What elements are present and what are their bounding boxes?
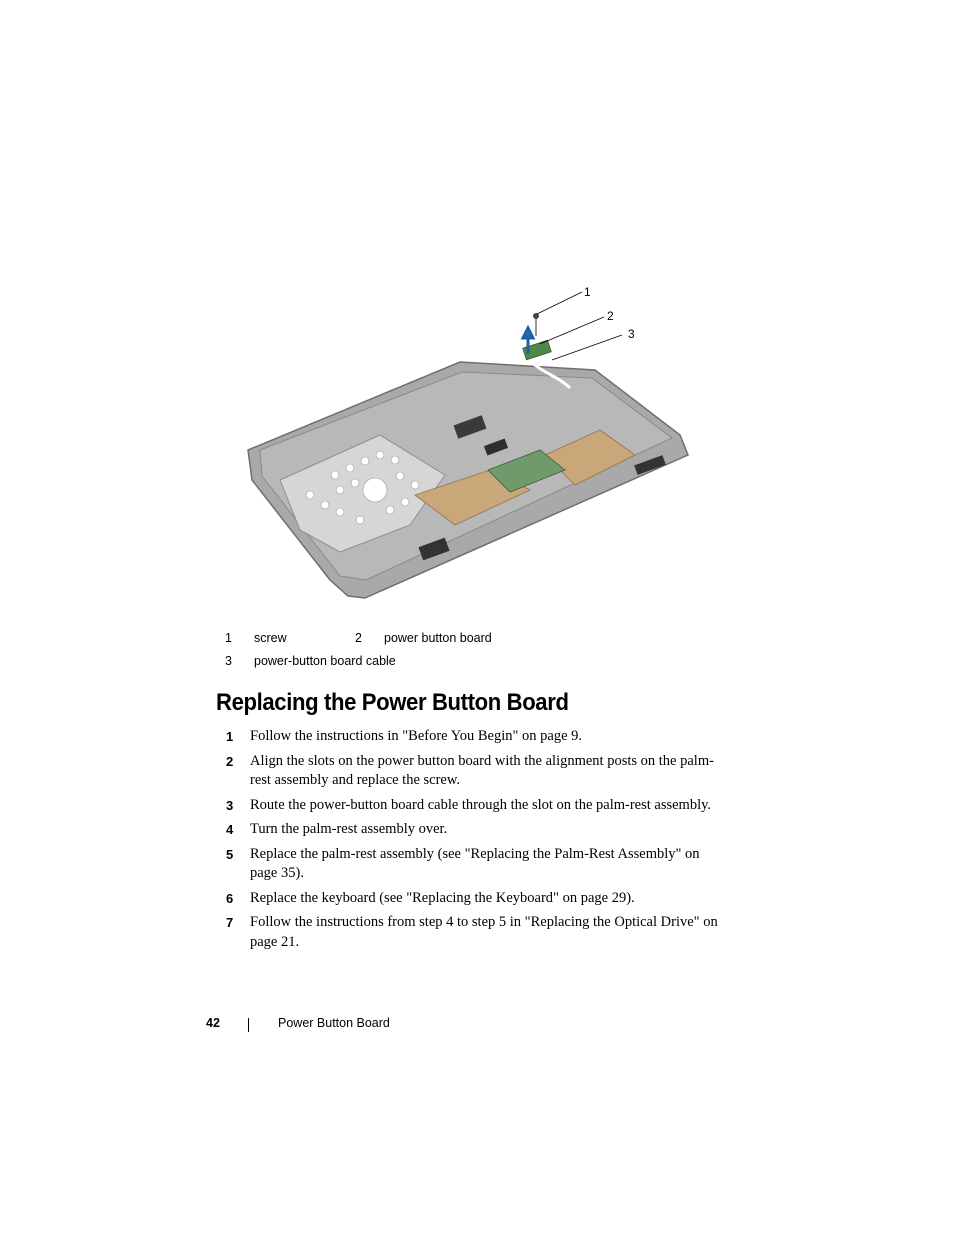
step-number: 2 [226, 753, 234, 769]
callout-1: 1 [584, 285, 591, 299]
step-text: Route the power-button board cable through the slot on the palm-rest assembly. [250, 796, 712, 813]
footer-divider [248, 1018, 249, 1032]
legend-number: 3 [225, 654, 232, 668]
page-number: 42 [206, 1016, 220, 1030]
step-number: 6 [226, 890, 234, 906]
step-number: 7 [226, 915, 234, 930]
step-item [226, 820, 726, 840]
legend-label: power button board [384, 631, 492, 645]
step-item [226, 845, 726, 884]
legend-label: power-button board cable [254, 654, 396, 668]
step-text: Turn the palm-rest assembly over. [250, 821, 448, 837]
legend-label: screw [254, 631, 287, 645]
step-number: 5 [226, 846, 234, 862]
step-text: Align the slots on the power button board with the alignment posts on the palm-rest assembly and replace the screw. [250, 752, 714, 788]
step-number: 4 [226, 822, 234, 837]
legend-number: 1 [225, 631, 232, 645]
callout-2: 2 [607, 309, 614, 323]
step-item [226, 796, 726, 816]
section-title: Replacing the Power Button Board [216, 689, 569, 716]
step-item [226, 889, 726, 909]
procedure-steps [226, 727, 726, 957]
step-text: Follow the instructions from step 4 to step 5 in "Replacing the Optical Drive" on page 21. [250, 914, 718, 950]
step-item [226, 752, 726, 791]
step-text: Replace the palm-rest assembly (see "Replacing the Palm-Rest Assembly" on page 35). [250, 845, 700, 881]
step-text: Follow the instructions in "Before You Begin" on page 9. [250, 728, 583, 744]
palm-rest-illustration [240, 280, 700, 600]
step-number: 1 [226, 729, 234, 744]
chapter-title: Power Button Board [278, 1016, 390, 1030]
step-item [226, 727, 726, 747]
callout-3: 3 [628, 327, 635, 341]
step-number: 3 [226, 797, 234, 813]
step-item [226, 913, 726, 952]
step-text: Replace the keyboard (see "Replacing the Keyboard" on page 29). [250, 889, 635, 906]
legend-number: 2 [355, 631, 362, 645]
